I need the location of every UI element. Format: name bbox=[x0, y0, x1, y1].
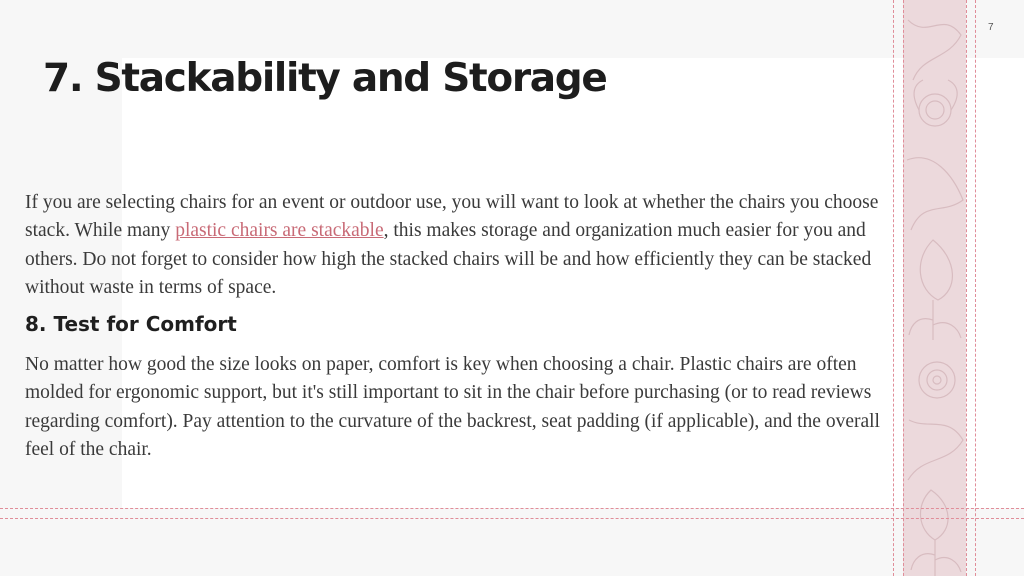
floral-decorative-strip bbox=[903, 0, 966, 576]
top-background-band bbox=[0, 0, 1024, 58]
paragraph-stackability bbox=[25, 189, 885, 302]
guide-line-horizontal bbox=[0, 508, 1024, 509]
subheading-comfort: 8. Test for Comfort bbox=[25, 312, 237, 336]
floral-pattern-icon bbox=[903, 0, 966, 576]
paragraph-text: , this makes storage and organization much easier for you and others. Do not forget to consider how high the stacked chairs will be and how efficiently they can be stacked without waste in terms of space. bbox=[25, 220, 872, 298]
paragraph-comfort: No matter how good the size looks on paper, comfort is key when choosing a chair. Plastic chairs are often molded for ergonomic support, but it's still important to sit in the chair before purchasing (or to read reviews regarding comfort). Pay attention to the curvature of the backrest, seat padding (if applicable), and the overall feel of the chair. bbox=[25, 354, 880, 460]
guide-line-vertical bbox=[975, 0, 976, 576]
guide-line-vertical bbox=[966, 0, 967, 576]
guide-line-horizontal bbox=[0, 518, 1024, 519]
slide-title: 7. Stackability and Storage bbox=[43, 56, 607, 101]
plastic-chairs-stackable-link[interactable]: plastic chairs are stackable bbox=[175, 220, 384, 242]
page-number: 7 bbox=[988, 22, 994, 33]
guide-line-vertical bbox=[903, 0, 904, 576]
guide-line-vertical bbox=[893, 0, 894, 576]
paragraph-text: If you are selecting chairs for an event or outdoor use, you will want to look at whether the chairs you choose stack. While many bbox=[25, 192, 879, 242]
